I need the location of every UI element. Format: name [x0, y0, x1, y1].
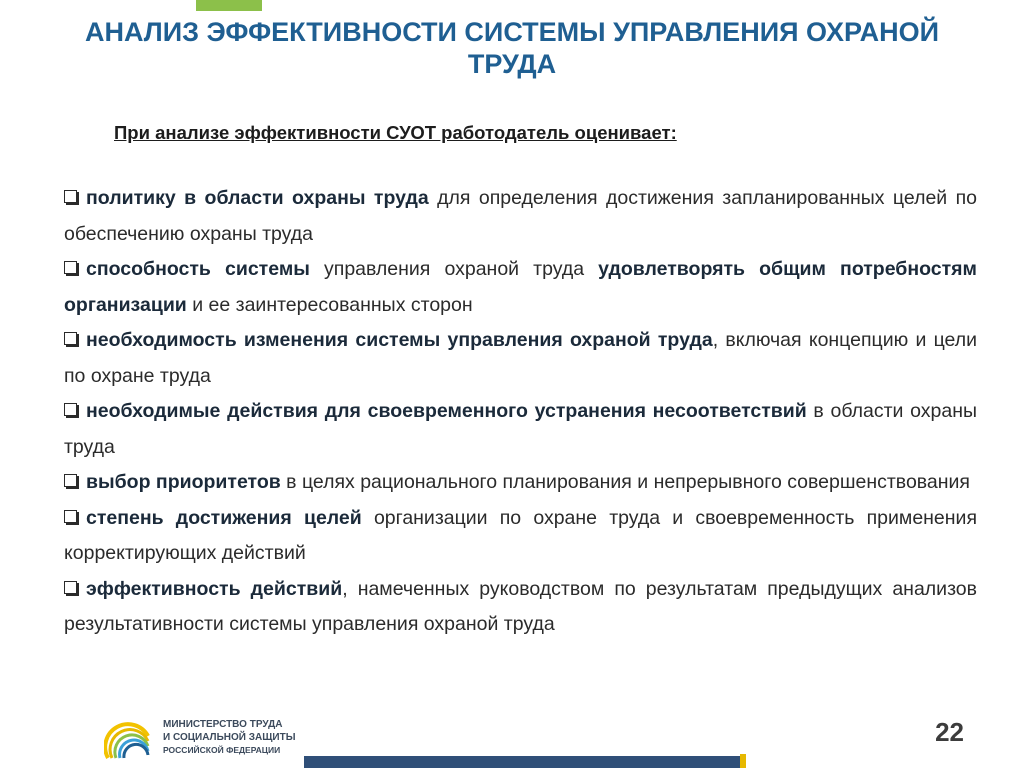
ministry-name-line-3: РОССИЙСКОЙ ФЕДЕРАЦИИ: [163, 745, 281, 755]
footer-accent: [740, 754, 746, 768]
checkbox-bullet-icon: [64, 403, 77, 416]
bullet-list: [64, 181, 977, 643]
page-number: 22: [935, 717, 964, 747]
bullet-item: [64, 572, 977, 643]
footer-bar: [304, 756, 740, 768]
checkbox-bullet-icon: [64, 581, 77, 594]
bullet-text: выбор приоритетов в целях рационального планирования и непрерывного совершенствования: [86, 471, 970, 493]
bullet-item: [64, 394, 977, 465]
bullet-text: политику в области охраны труда для определения достижения запланированных целей по обеспечению охраны труда: [64, 187, 977, 245]
checkbox-bullet-icon: [64, 510, 77, 523]
ministry-name-line-1: МИНИСТЕРСТВО ТРУДА: [163, 719, 283, 730]
bullet-text: степень достижения целей организации по охране труда и своевременность применения корректирующих действий: [64, 506, 978, 564]
bullet-item: [64, 252, 977, 323]
bullet-text: необходимость изменения системы управления охраной труда, включая концепцию и цели по охране труда: [64, 329, 977, 387]
ministry-name: [163, 718, 296, 757]
bullet-text: способность системы управления охраной труда удовлетворять общим потребностям организации и ее заинтересованных сторон: [64, 258, 977, 316]
ministry-logo-icon: [104, 714, 152, 762]
ministry-name-line-2: И СОЦИАЛЬНОЙ ЗАЩИТЫ: [163, 732, 296, 743]
bullet-text: эффективность действий, намеченных руководством по результатам предыдущих анализов результативности системы управления охраной труда: [64, 577, 977, 635]
top-accent-bar: [196, 0, 262, 11]
bullet-item: [64, 501, 977, 572]
checkbox-bullet-icon: [64, 332, 77, 345]
checkbox-bullet-icon: [64, 190, 77, 203]
checkbox-bullet-icon: [64, 474, 77, 487]
slide-subtitle: При анализе эффективности СУОТ работодатель оценивает:: [114, 122, 677, 143]
bullet-text: необходимые действия для своевременного устранения несоответствий в области охраны труда: [64, 400, 977, 458]
bullet-item: [64, 465, 977, 501]
page-title: АНАЛИЗ ЭФФЕКТИВНОСТИ СИСТЕМЫ УПРАВЛЕНИЯ ОХРАНОЙ ТРУДА: [84, 17, 940, 79]
bullet-item: [64, 323, 977, 394]
bullet-item: [64, 181, 977, 252]
checkbox-bullet-icon: [64, 261, 77, 274]
